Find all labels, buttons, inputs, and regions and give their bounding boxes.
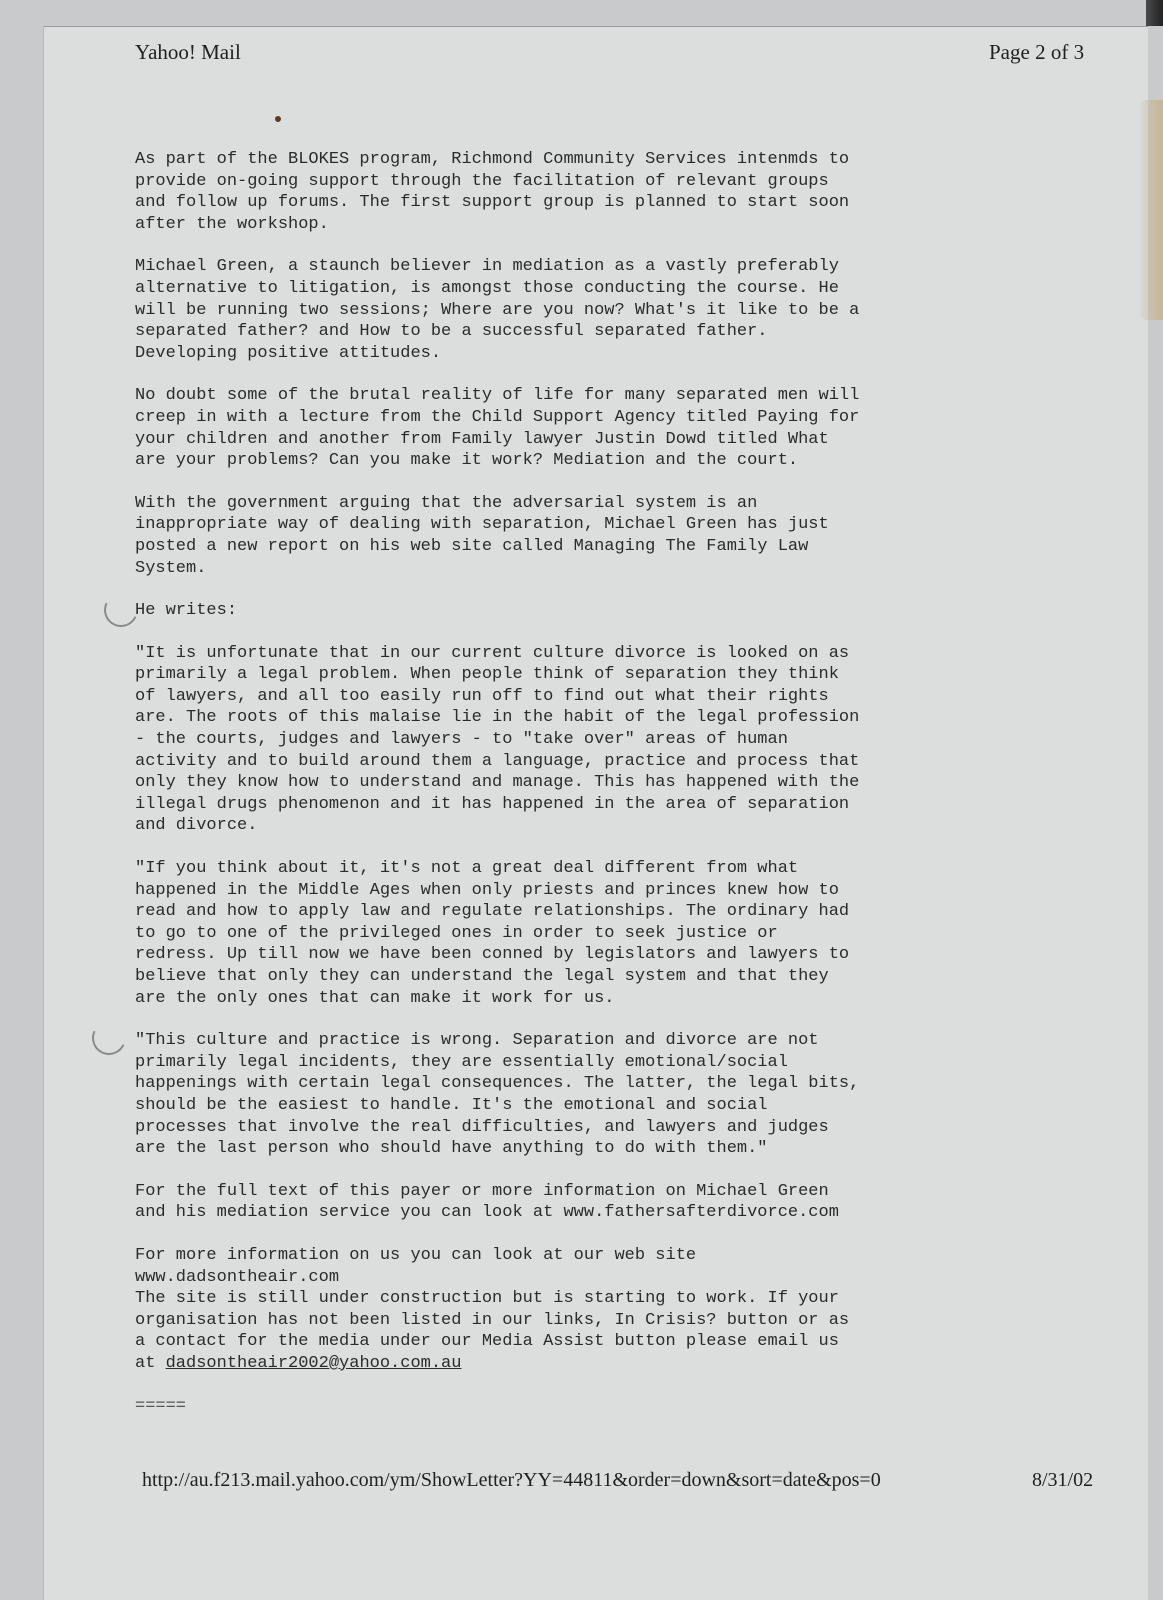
page-number: Page 2 of 3: [989, 40, 1085, 64]
body-paragraph: [135, 600, 965, 622]
text-line: are the only ones that can make it work for us.: [135, 988, 615, 1008]
body-paragraph: [135, 858, 965, 1009]
text-line: activity and to build around them a language, practice and process that: [135, 751, 860, 771]
text-line: separated father? and How to be a successful separated father.: [135, 322, 768, 342]
text-line: System.: [135, 558, 207, 578]
text-line: "This culture and practice is wrong. Separation and divorce are not: [135, 1031, 819, 1051]
text-line: a contact for the media under our Media Assist button please email us: [135, 1332, 839, 1352]
email-body: [135, 149, 965, 1417]
text-line: www.dadsontheair.com: [135, 1267, 340, 1287]
closing-paragraph: [135, 1245, 965, 1375]
text-line: Michael Green, a staunch believer in mediation as a vastly preferably: [135, 257, 839, 277]
scan-edge-shadow: [1146, 0, 1163, 26]
text-line: happened in the Middle Ages when only priests and princes knew how to: [135, 880, 839, 900]
text-line: "It is unfortunate that in our current culture divorce is looked on as: [135, 643, 850, 663]
body-paragraph: [135, 256, 965, 364]
paper-stain: [1138, 100, 1163, 320]
body-paragraph: [135, 493, 965, 579]
footer-url[interactable]: http://au.f213.mail.yahoo.com/ym/ShowLetter?YY=44811&order=down&sort=date&pos=0: [142, 1469, 881, 1491]
text-line: He writes:: [135, 601, 238, 621]
text-line: will be running two sessions; Where are you now? What's it like to be a: [135, 300, 860, 320]
text-line: and divorce.: [135, 816, 258, 836]
text-line: happenings with certain legal consequences. The latter, the legal bits,: [135, 1074, 860, 1094]
ink-dot: [275, 116, 281, 122]
page-header-title: Yahoo! Mail: [135, 40, 241, 64]
text-line: Developing positive attitudes.: [135, 343, 442, 363]
body-paragraph: [135, 149, 965, 235]
text-line: processes that involve the real difficulties, and lawyers and judges: [135, 1117, 829, 1137]
text-line: As part of the BLOKES program, Richmond Community Services intenmds to: [135, 150, 850, 169]
text-line: For more information on us you can look at our web site: [135, 1245, 697, 1265]
body-paragraph: [135, 1181, 965, 1224]
text-line: should be the easiest to handle. It's the emotional and social: [135, 1095, 768, 1115]
text-line: illegal drugs phenomenon and it has happened in the area of separation: [135, 794, 850, 814]
email-prefix: at: [135, 1353, 166, 1373]
text-line: are the last person who should have anything to do with them.": [135, 1139, 768, 1159]
text-line: primarily a legal problem. When people think of separation they think: [135, 665, 839, 685]
text-line: redress. Up till now we have been conned by legislators and lawyers to: [135, 945, 850, 965]
body-paragraph: [135, 385, 965, 471]
email-line: [135, 1353, 965, 1375]
text-line: organisation has not been listed in our links, In Crisis? button or as: [135, 1310, 850, 1330]
signature-separator: =====: [135, 1396, 187, 1416]
text-line: alternative to litigation, is amongst those conducting the course. He: [135, 278, 839, 298]
text-line: creep in with a lecture from the Child Support Agency titled Paying for: [135, 407, 860, 427]
text-line: read and how to apply law and regulate relationships. The ordinary had: [135, 902, 850, 922]
footer-date: 8/31/02: [1032, 1469, 1094, 1491]
text-line: are. The roots of this malaise lie in the habit of the legal profession: [135, 708, 860, 728]
paragraph-list: [135, 149, 965, 1224]
text-line: of lawyers, and all too easily run off to find out what their rights: [135, 686, 829, 706]
text-line: after the workshop.: [135, 214, 329, 234]
text-line: With the government arguing that the adversarial system is an: [135, 493, 758, 513]
text-line: are your problems? Can you make it work? Mediation and the court.: [135, 451, 799, 471]
text-line: The site is still under construction but is starting to work. If your: [135, 1289, 839, 1309]
text-line: posted a new report on his web site called Managing The Family Law: [135, 536, 809, 556]
body-paragraph: [135, 1030, 965, 1160]
text-line: provide on-going support through the facilitation of relevant groups: [135, 171, 829, 191]
text-line: "If you think about it, it's not a great deal different from what: [135, 859, 799, 879]
text-line: No doubt some of the brutal reality of life for many separated men will: [135, 386, 860, 406]
email-link[interactable]: dadsontheair2002@yahoo.com.au: [165, 1353, 462, 1373]
text-line: and follow up forums. The first support group is planned to start soon: [135, 193, 850, 213]
text-line: and his mediation service you can look at www.fathersafterdivorce.com: [135, 1203, 839, 1223]
text-line: your children and another from Family lawyer Justin Dowd titled What: [135, 429, 829, 449]
body-paragraph: [135, 643, 965, 837]
text-line: believe that only they can understand the legal system and that they: [135, 967, 829, 986]
text-line: to go to one of the privileged ones in order to seek justice or: [135, 923, 778, 943]
text-line: primarily legal incidents, they are essentially emotional/social: [135, 1052, 788, 1072]
text-line: inappropriate way of dealing with separation, Michael Green has just: [135, 515, 829, 535]
text-line: - the courts, judges and lawyers - to "take over" areas of human: [135, 730, 788, 750]
text-line: For the full text of this payer or more information on Michael Green: [135, 1181, 829, 1201]
text-line: only they know how to understand and manage. This has happened with the: [135, 773, 860, 793]
